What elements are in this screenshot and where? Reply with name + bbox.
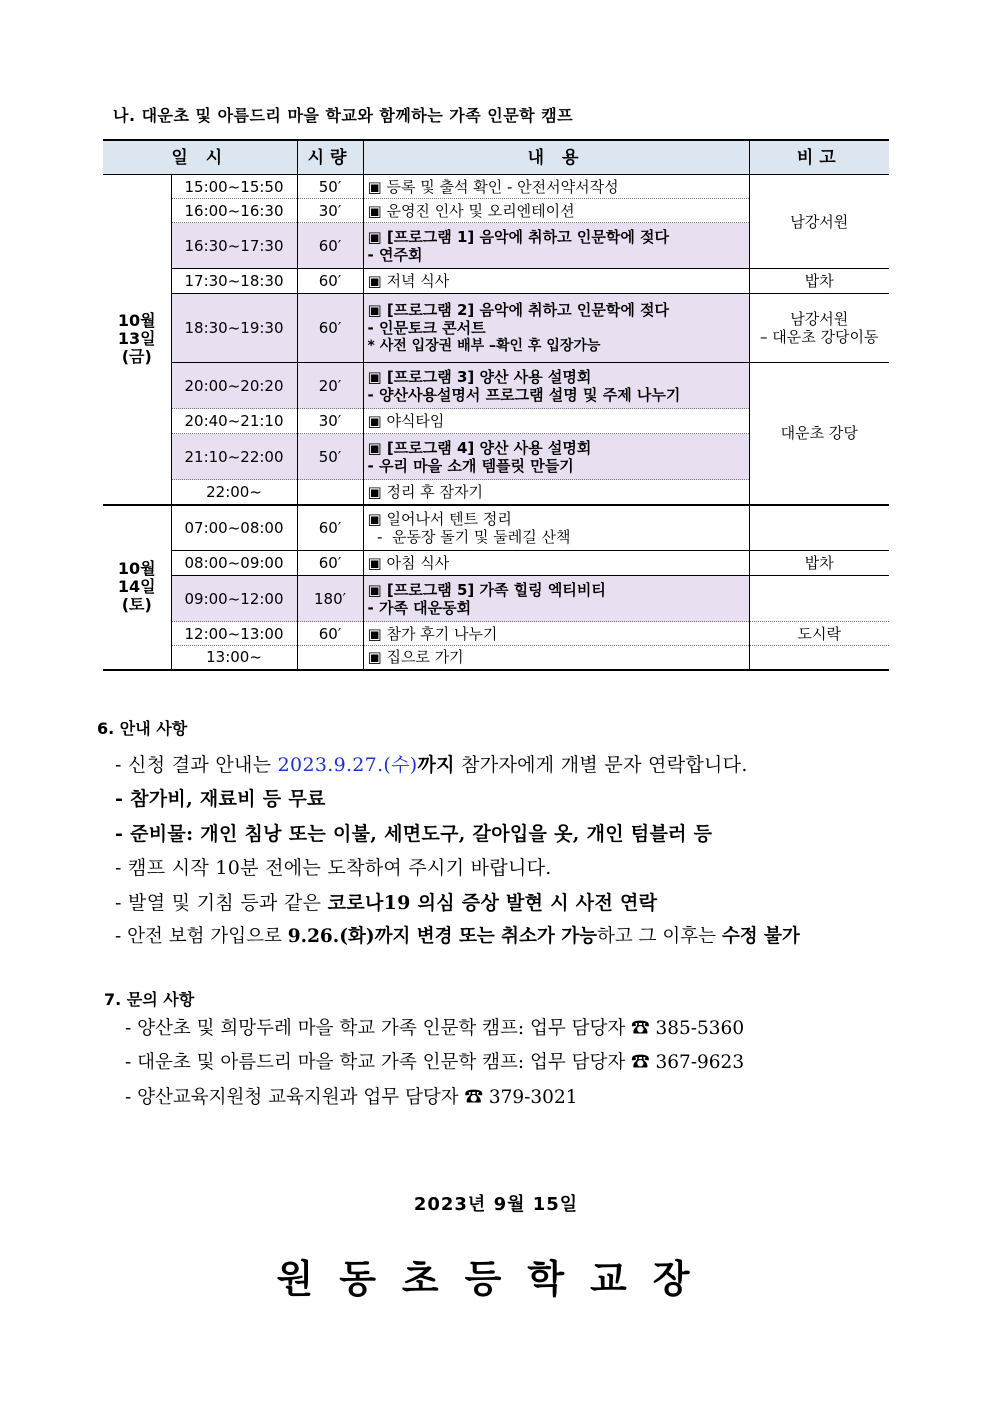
- note-cell: 밥차: [749, 551, 889, 576]
- content-cell: ▣ 등록 및 출석 확인 - 안전서약서작성: [363, 175, 749, 199]
- duration-cell: 50′: [297, 434, 363, 480]
- note-cell: 대운초 강당: [749, 363, 889, 505]
- content-cell: ▣ [프로그램 1] 음악에 취하고 인문학에 젖다 - 연주회: [363, 223, 749, 269]
- notice-line-6: - 안전 보험 가입으로 9.26.(화)까지 변경 또는 취소가 가능하고 그 이후는 수정 불가: [115, 926, 800, 947]
- table-row: [103, 294, 889, 363]
- time-cell: 22:00~: [171, 480, 297, 505]
- header-datetime: 일 시: [103, 140, 297, 175]
- content-cell: ▣ [프로그램 4] 양산 사용 설명회 - 우리 마을 소개 템플릿 만들기: [363, 434, 749, 480]
- notice-line-1: - 신청 결과 안내는 2023.9.27.(수)까지 참가자에게 개별 문자 연락합니다.: [115, 754, 748, 776]
- time-cell: 16:30~17:30: [171, 223, 297, 269]
- time-cell: 18:30~19:30: [171, 294, 297, 363]
- table-row: [103, 363, 889, 409]
- time-cell: 07:00~08:00: [171, 505, 297, 551]
- content-cell: ▣ 집으로 가기: [363, 646, 749, 670]
- time-cell: 20:00~20:20: [171, 363, 297, 409]
- content-cell: ▣ 야식타임: [363, 409, 749, 434]
- signer-name: 원동초등학교장: [276, 1257, 716, 1301]
- notice-title: 6. 안내 사항: [97, 719, 188, 738]
- time-cell: 15:00~15:50: [171, 175, 297, 199]
- note-cell: 밥차: [749, 269, 889, 294]
- time-cell: 08:00~09:00: [171, 551, 297, 576]
- duration-cell: 50′: [297, 175, 363, 199]
- note-cell: [749, 576, 889, 622]
- note-cell: [749, 646, 889, 670]
- table-row: [103, 622, 889, 646]
- table-row: [103, 576, 889, 622]
- note-cell: 도시락: [749, 622, 889, 646]
- duration-cell: 60′: [297, 294, 363, 363]
- content-cell: ▣ 일어나서 텐트 정리 - 운동장 돌기 및 둘레길 산책: [363, 505, 749, 551]
- duration-cell: [297, 646, 363, 670]
- note-cell: 남강서원: [749, 175, 889, 269]
- duration-cell: 60′: [297, 551, 363, 576]
- notice-line-4: - 캠프 시작 10분 전에는 도착하여 주시기 바랍니다.: [115, 857, 552, 879]
- note-cell: [749, 505, 889, 551]
- time-cell: 13:00~: [171, 646, 297, 670]
- time-cell: 17:30~18:30: [171, 269, 297, 294]
- document-date: 2023년 9월 15일: [413, 1194, 579, 1215]
- duration-cell: [297, 480, 363, 505]
- duration-cell: 30′: [297, 199, 363, 223]
- content-cell: ▣ 아침 식사: [363, 551, 749, 576]
- schedule-table: [103, 139, 889, 671]
- duration-cell: 180′: [297, 576, 363, 622]
- day1-date: 10월 13일 (금): [103, 175, 171, 505]
- duration-cell: 20′: [297, 363, 363, 409]
- table-row: [103, 551, 889, 576]
- time-cell: 21:10~22:00: [171, 434, 297, 480]
- table-row: [103, 269, 889, 294]
- time-cell: 16:00~16:30: [171, 199, 297, 223]
- notice-line-5: - 발열 및 기침 등과 같은 코로나19 의심 증상 발현 시 사전 연락: [115, 892, 658, 914]
- time-cell: 20:40~21:10: [171, 409, 297, 434]
- section-title: 나. 대운초 및 아름드리 마을 학교와 함께하는 가족 인문학 캠프: [113, 106, 574, 125]
- duration-cell: 60′: [297, 622, 363, 646]
- notice-line-3: - 준비물: 개인 침낭 또는 이불, 세면도구, 갈아입을 옷, 개인 텀블러 등: [115, 823, 713, 845]
- header-content: 내 용: [363, 140, 749, 175]
- header-note: 비고: [749, 140, 889, 175]
- content-cell: ▣ [프로그램 2] 음악에 취하고 인문학에 젖다 - 인문토크 콘서트 * 사전 입장권 배부 –확인 후 입장가능: [363, 294, 749, 363]
- contact-line-1: - 양산초 및 희망두레 마을 학교 가족 인문학 캠프: 업무 담당자 ☎ 385-5360: [125, 1018, 745, 1039]
- content-cell: ▣ [프로그램 5] 가족 힐링 엑티비티 - 가족 대운동회: [363, 576, 749, 622]
- content-cell: ▣ 운영진 인사 및 오리엔테이션: [363, 199, 749, 223]
- content-cell: ▣ 참가 후기 나누기: [363, 622, 749, 646]
- contact-line-3: - 양산교육지원청 교육지원과 업무 담당자 ☎ 379-3021: [125, 1087, 578, 1108]
- table-row: [103, 505, 889, 551]
- contact-title: 7. 문의 사항: [104, 990, 195, 1009]
- duration-cell: 30′: [297, 409, 363, 434]
- table-row: [103, 175, 889, 199]
- duration-cell: 60′: [297, 269, 363, 294]
- day2-date: 10월 14일 (토): [103, 505, 171, 670]
- content-cell: ▣ [프로그램 3] 양산 사용 설명회 - 양산사용설명서 프로그램 설명 및 주제 나누기: [363, 363, 749, 409]
- table-row: [103, 646, 889, 670]
- notice-line-2: - 참가비, 재료비 등 무료: [115, 788, 326, 810]
- content-cell: ▣ 저녁 식사: [363, 269, 749, 294]
- contact-line-2: - 대운초 및 아름드리 마을 학교 가족 인문학 캠프: 업무 담당자 ☎ 367-9623: [125, 1052, 745, 1073]
- header-duration: 시량: [297, 140, 363, 175]
- duration-cell: 60′: [297, 223, 363, 269]
- time-cell: 09:00~12:00: [171, 576, 297, 622]
- content-cell: ▣ 정리 후 잠자기: [363, 480, 749, 505]
- table-header-row: [103, 140, 889, 175]
- duration-cell: 60′: [297, 505, 363, 551]
- note-cell: 남강서원 – 대운초 강당이동: [749, 294, 889, 363]
- time-cell: 12:00~13:00: [171, 622, 297, 646]
